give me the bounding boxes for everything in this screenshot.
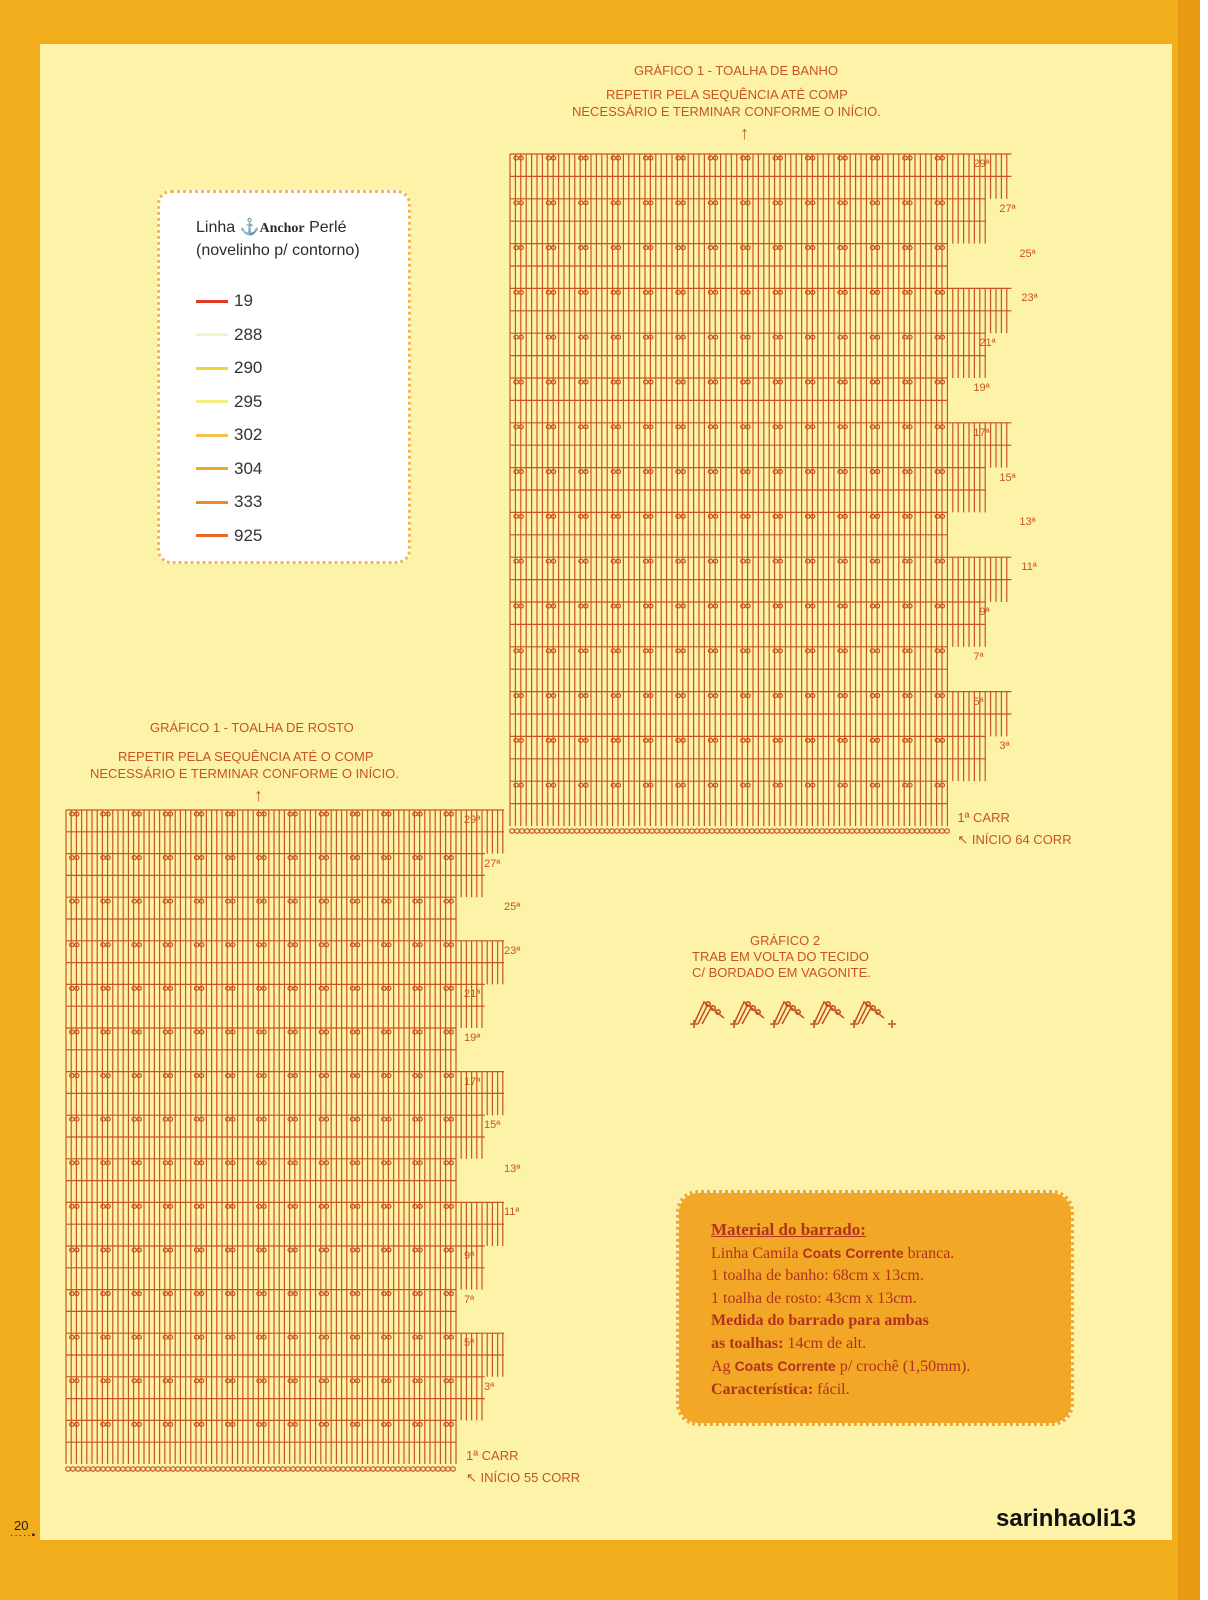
- row-label: 7ª: [973, 650, 984, 663]
- legend-swatch: [196, 434, 228, 437]
- motif-shell: [810, 1002, 844, 1028]
- chart-banho-note-1: REPETIR PELA SEQUÊNCIA ATÉ COMP: [606, 87, 848, 102]
- chart-banho: [508, 152, 1108, 852]
- material-box: [676, 1190, 1074, 1426]
- legend-subtitle: (novelinho p/ contorno): [196, 242, 360, 259]
- legend-suffix: Perlé: [309, 219, 347, 236]
- motif-shell: [730, 1002, 764, 1028]
- material-line-5: as toalhas: 14cm de alt.: [711, 1334, 867, 1352]
- row-label: 11ª: [504, 1206, 520, 1219]
- legend-item: [196, 289, 253, 313]
- chart-banho-note-2: NECESSÁRIO E TERMINAR CONFORME O INÍCIO.: [572, 104, 881, 119]
- legend-swatch: [196, 400, 228, 403]
- material-line-4: Medida do barrado para ambas: [711, 1312, 929, 1329]
- material-line-2: 1 toalha de banho: 68cm x 13cm.: [711, 1267, 924, 1284]
- legend-swatch: [196, 501, 228, 504]
- row-label: 23ª: [1021, 292, 1038, 305]
- legend-swatch: [196, 534, 228, 537]
- legend-item: [196, 524, 262, 548]
- row-label: 21ª: [464, 988, 481, 1001]
- legend-code: 302: [234, 425, 263, 444]
- row-label: 23ª: [504, 944, 521, 957]
- first-row-label: 1ª CARR: [957, 810, 1010, 825]
- legend-item: [196, 323, 262, 347]
- chart-grid: [64, 808, 624, 1488]
- motif-end: [888, 1020, 896, 1028]
- material-line-1: Linha Camila Coats Corrente branca.: [711, 1244, 955, 1262]
- row-label: 15ª: [999, 471, 1016, 484]
- legend-code: 295: [234, 391, 263, 411]
- legend-code: 333: [234, 492, 263, 511]
- page-edge: [1178, 0, 1200, 1600]
- chart-rosto: [64, 808, 624, 1488]
- chart-rosto-note-1: REPETIR PELA SEQUÊNCIA ATÉ O COMP: [118, 749, 374, 764]
- chart-rosto-title: GRÁFICO 1 - TOALHA DE ROSTO: [150, 720, 354, 735]
- row-label: 29ª: [973, 158, 990, 170]
- row-label: 3ª: [999, 740, 1010, 753]
- legend-item: [196, 490, 262, 514]
- up-arrow-icon: ↑: [740, 123, 749, 143]
- row-label: 27ª: [999, 202, 1016, 215]
- legend-code: 304: [234, 458, 263, 478]
- legend-box: [157, 190, 411, 564]
- watermark: sarinhaoli13: [996, 1505, 1137, 1532]
- row-label: 25ª: [504, 901, 521, 914]
- legend-code: 288: [234, 324, 263, 344]
- motif-shell: [850, 1002, 884, 1028]
- legend-swatch: [196, 333, 228, 336]
- up-arrow-icon: ↑: [254, 785, 263, 805]
- material-title: Material do barrado:: [711, 1220, 866, 1239]
- row-label: 19ª: [973, 382, 990, 394]
- row-label: 5ª: [464, 1337, 475, 1350]
- page-number: 20: [14, 1518, 29, 1533]
- legend-item: [196, 390, 262, 414]
- row-label: 13ª: [504, 1162, 521, 1175]
- row-label: 17ª: [464, 1075, 481, 1088]
- material-line-7: Característica: fácil.: [711, 1380, 850, 1398]
- start-chain-label: ↖ INÍCIO 64 CORR: [957, 832, 1072, 847]
- material-line-3: 1 toalha de rosto: 43cm x 13cm.: [711, 1289, 917, 1307]
- row-label: 11ª: [1021, 561, 1037, 574]
- legend-title: [196, 217, 360, 262]
- chart2-title: GRÁFICO 2: [750, 933, 821, 948]
- legend-item: [196, 356, 262, 380]
- material-line-6: Ag Coats Corrente p/ crochê (1,50mm).: [711, 1358, 971, 1375]
- chart2-line-2: C/ BORDADO EM VAGONITE.: [692, 965, 871, 980]
- row-label: 29ª: [464, 814, 481, 826]
- row-label: 13ª: [1019, 516, 1036, 529]
- row-label: 19ª: [464, 1032, 481, 1044]
- row-label: 3ª: [484, 1380, 495, 1393]
- chart2-line-1: TRAB EM VOLTA DO TECIDO: [692, 949, 869, 964]
- chart2-motif: [690, 996, 900, 1032]
- chart-grid: [508, 152, 1108, 852]
- row-label: 21ª: [979, 337, 996, 350]
- start-chain-label: ↖ INÍCIO 55 CORR: [466, 1470, 581, 1485]
- page-number-dots: ·····▪: [10, 1530, 37, 1541]
- row-label: 27ª: [484, 857, 501, 870]
- legend-prefix: Linha: [196, 219, 236, 236]
- chart-banho-title: GRÁFICO 1 - TOALHA DE BANHO: [634, 63, 838, 78]
- row-label: 9ª: [979, 606, 990, 618]
- legend-brand: Anchor: [259, 221, 305, 236]
- legend-code: 925: [234, 525, 263, 545]
- legend-swatch: [196, 467, 228, 470]
- row-label: 9ª: [464, 1250, 475, 1262]
- motif-shell: [770, 1002, 804, 1028]
- first-row-label: 1ª CARR: [466, 1448, 519, 1463]
- row-label: 7ª: [464, 1293, 475, 1306]
- legend-code: 19: [234, 291, 253, 310]
- legend-swatch: [196, 300, 228, 303]
- row-label: 17ª: [973, 426, 990, 439]
- row-label: 5ª: [973, 695, 984, 708]
- motif-shell: [690, 1002, 724, 1028]
- chart-rosto-note-2: NECESSÁRIO E TERMINAR CONFORME O INÍCIO.: [90, 766, 399, 781]
- row-label: 15ª: [484, 1119, 501, 1132]
- legend-swatch: [196, 367, 228, 370]
- legend-item: [196, 423, 262, 447]
- row-label: 25ª: [1019, 247, 1036, 260]
- anchor-icon: ⚓: [239, 219, 260, 236]
- legend-code: 290: [234, 358, 263, 377]
- legend-item: [196, 457, 262, 481]
